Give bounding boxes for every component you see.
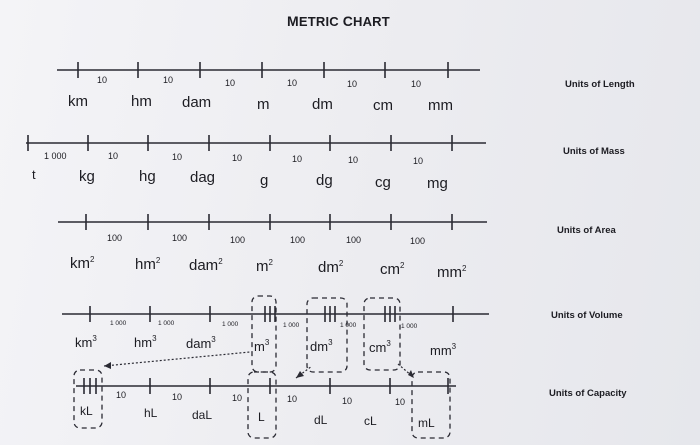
- area-unit-cm2: $cm^2$: [380, 261, 405, 278]
- area-factor: 100: [346, 235, 362, 245]
- length-factor: 10: [287, 78, 298, 88]
- mass-factor: 10: [413, 156, 424, 166]
- section-label-area: Units of Area: [557, 225, 616, 236]
- mass-factor: 10: [292, 154, 303, 164]
- volume-factor: 1 000: [401, 323, 418, 330]
- volume-unit-dam3: dam$^3$: [186, 335, 216, 351]
- capacity-unit-ml: mL: [418, 416, 435, 430]
- area-unit-hm2: $hm^2$: [135, 256, 161, 273]
- mass-unit-cg: cg: [375, 174, 391, 191]
- section-label-length: Units of Length: [565, 79, 635, 90]
- area-factor: 100: [290, 235, 306, 245]
- length-unit-cm: cm: [373, 97, 393, 114]
- mass-factor: 10: [348, 155, 359, 165]
- area-unit-dam2: dam$^2$: [189, 257, 223, 274]
- area-factor: 100: [172, 233, 188, 243]
- section-label-volume: Units of Volume: [551, 310, 623, 321]
- volume-unit-m3: $m^3$: [254, 338, 270, 354]
- section-label-mass: Units of Mass: [563, 146, 625, 157]
- area-factor: 100: [410, 236, 426, 246]
- area-unit-m2: $m^2$: [256, 258, 273, 275]
- mass-unit-g: g: [260, 172, 269, 189]
- capacity-factor: 10: [232, 393, 243, 403]
- mass-unit-kg: kg: [79, 168, 95, 185]
- mass-unit-hg: hg: [139, 168, 156, 185]
- length-unit-m: m: [257, 96, 270, 113]
- page-title: METRIC CHART: [287, 13, 390, 29]
- volume-factor: 1 000: [158, 320, 175, 327]
- volume-factor: 1 000: [222, 321, 239, 328]
- mass-factor-first: 1 000: [44, 151, 67, 161]
- volume-unit-cm3: $cm^3$: [369, 339, 391, 355]
- mass-factor: 10: [232, 153, 243, 163]
- mass-unit-t: t: [32, 167, 36, 182]
- mass-factor: 10: [172, 152, 183, 162]
- capacity-unit-dl: dL: [314, 413, 328, 427]
- capacity-factor: 10: [172, 392, 183, 402]
- volume-factor: 1 000: [340, 322, 357, 329]
- conversion-arrows: [104, 352, 412, 378]
- area-unit-km2: $km^2$: [70, 255, 95, 272]
- length-factor: 10: [225, 78, 236, 88]
- capacity-unit-cl: cL: [364, 414, 377, 428]
- capacity-factor: 10: [395, 397, 406, 407]
- capacity-unit-hl: hL: [144, 406, 158, 420]
- length-unit-hm: hm: [131, 93, 152, 110]
- capacity-factor: 10: [342, 396, 353, 406]
- capacity-factor: 10: [287, 394, 298, 404]
- length-unit-mm: mm: [428, 97, 453, 114]
- length-factor: 10: [163, 75, 174, 85]
- volume-unit-dm3: $dm^3$: [310, 338, 333, 354]
- mass-unit-dag: dag: [190, 169, 216, 186]
- mass-unit-mg: mg: [427, 175, 448, 192]
- area-factor: 100: [107, 233, 123, 243]
- capacity-factor: 10: [116, 390, 127, 400]
- capacity-unit-kl: kL: [80, 404, 93, 418]
- mass-factor: 10: [108, 151, 119, 161]
- length-factor: 10: [347, 79, 358, 89]
- capacity-unit-dal: daL: [192, 408, 213, 422]
- length-unit-dm: dm: [312, 96, 333, 113]
- area-factor: 100: [230, 235, 246, 245]
- volume-unit-km3: $km^3$: [75, 334, 97, 350]
- volume-unit-mm3: $mm^3$: [430, 342, 457, 358]
- length-factor: 10: [97, 75, 108, 85]
- length-factor: 10: [411, 79, 422, 89]
- mass-unit-dg: dg: [316, 172, 333, 189]
- length-unit-dam: dam: [182, 94, 212, 111]
- capacity-unit-l: L: [258, 410, 265, 424]
- volume-factor: 1 000: [283, 322, 300, 329]
- volume-factor: 1 000: [110, 320, 127, 327]
- area-unit-mm2: $mm^2$: [437, 264, 467, 281]
- volume-unit-hm3: $hm^3$: [134, 334, 157, 350]
- length-unit-km: km: [68, 93, 88, 110]
- section-label-capacity: Units of Capacity: [549, 388, 627, 399]
- area-unit-dm2: $dm^2$: [318, 259, 344, 276]
